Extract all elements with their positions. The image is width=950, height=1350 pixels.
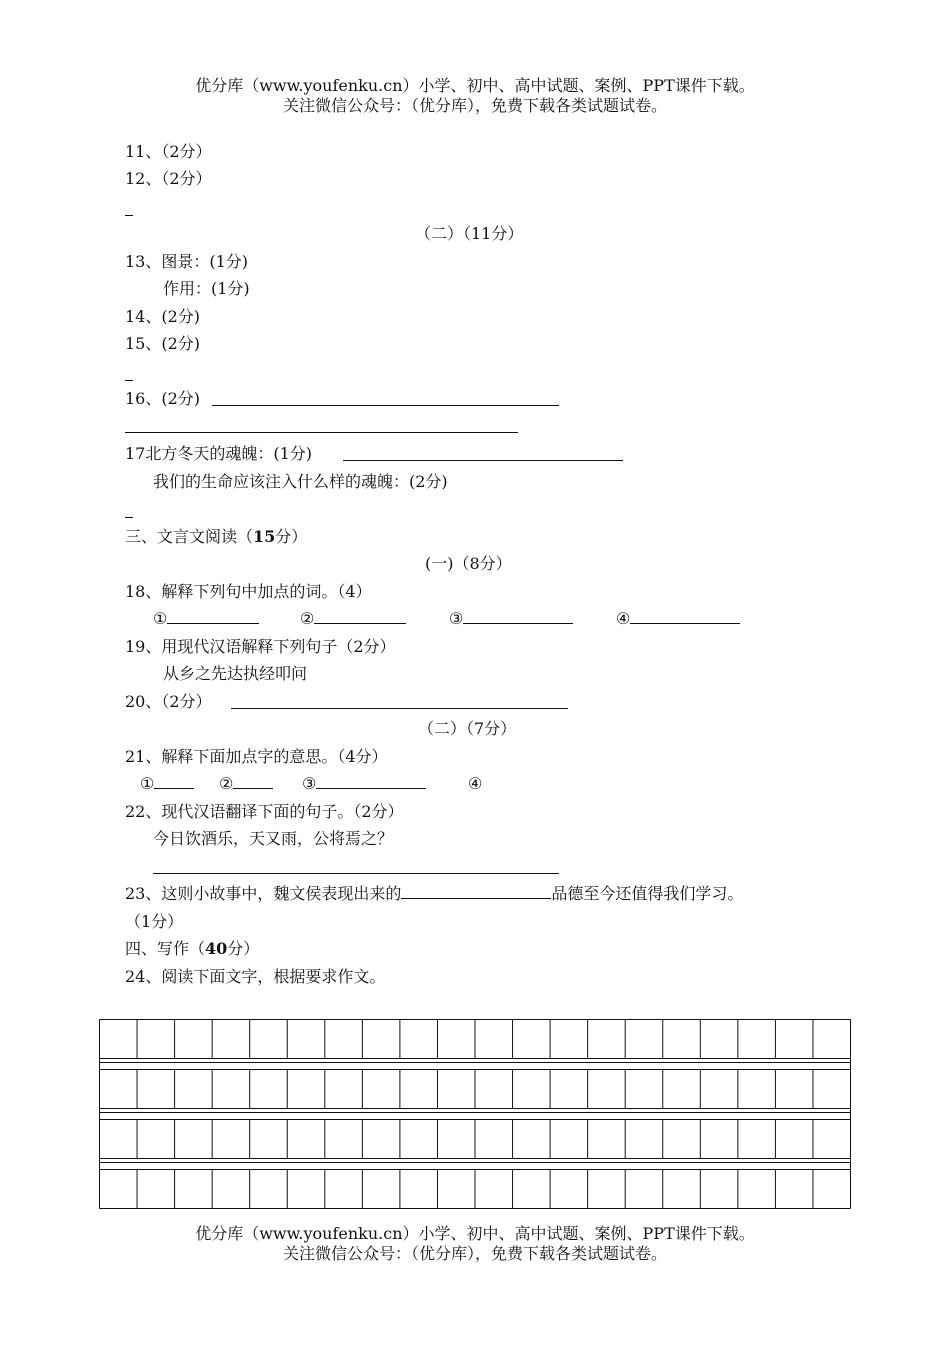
question-23: 23、这则小故事中，魏文侯表现出来的 品德至今还值得我们学习。 [125, 884, 744, 903]
question-14: 14、(2分) [125, 307, 201, 326]
question-22: 22、现代汉语翻译下面的句子。（2分） [125, 802, 404, 821]
answer-blank[interactable] [314, 609, 406, 624]
answer-blank[interactable] [167, 609, 259, 624]
answer-line-22[interactable] [153, 873, 559, 874]
header-line-2: 关注微信公众号：（优分库），免费下载各类试题试卷。 [282, 96, 667, 115]
question-13-function: 作用：(1分) [163, 279, 250, 298]
stray-underline [125, 517, 133, 518]
answer-blank[interactable] [154, 774, 194, 789]
question-15: 15、(2分) [125, 334, 201, 353]
question-16: 16、(2分) [125, 389, 201, 408]
question-21: 21、解释下面加点字的意思。（4分） [125, 747, 388, 766]
question-17: 17北方冬天的魂魄：(1分) [125, 444, 313, 463]
section-3-heading: 三、文言文阅读（15分） [125, 527, 308, 546]
answer-blank[interactable] [316, 774, 426, 789]
footer-line-2: 关注微信公众号：（优分库），免费下载各类试题试卷。 [282, 1244, 667, 1263]
stray-underline [125, 215, 133, 216]
question-17-soul: 我们的生命应该注入什么样的魂魄：(2分) [153, 472, 448, 491]
answer-blank[interactable] [630, 609, 740, 624]
footer-line-1: 优分库（www.youfenku.cn）小学、初中、高中试题、案例、PPT课件下载。 [195, 1224, 755, 1243]
q18-blank-1: ① [153, 609, 259, 629]
q21-blank-3: ③ [302, 774, 426, 794]
answer-blank[interactable] [463, 609, 573, 624]
answer-blank-23[interactable] [401, 884, 551, 899]
section-heading-1-8pts: (一)（8分） [425, 554, 512, 573]
question-13: 13、图景：(1分) [125, 252, 249, 271]
question-19: 19、用现代汉语解释下列句子（2分） [125, 637, 396, 656]
header-line-1: 优分库（www.youfenku.cn）小学、初中、高中试题、案例、PPT课件下载。 [195, 76, 755, 95]
section-4-heading: 四、写作（40分） [125, 939, 260, 958]
q21-blank-1: ① [140, 774, 194, 794]
question-24: 24、阅读下面文字，根据要求作文。 [125, 967, 386, 986]
question-22-sentence: 今日饮酒乐，天又雨，公将焉之？ [153, 829, 394, 848]
answer-line-16[interactable] [212, 405, 559, 406]
question-19-sentence: 从乡之先达执经叩问 [163, 664, 308, 683]
question-20: 20、（2分） [125, 692, 212, 711]
answer-line-16b[interactable] [125, 432, 518, 433]
answer-line-17[interactable] [343, 460, 623, 461]
section-heading-2-11pts: （二）（11分） [415, 224, 524, 243]
question-11: 11、（2分） [125, 142, 212, 161]
stray-underline [125, 380, 133, 381]
q18-blank-3: ③ [449, 609, 573, 629]
answer-line-20[interactable] [231, 708, 568, 709]
section-heading-2-7pts: （二）（7分） [418, 719, 517, 738]
q18-blank-2: ② [300, 609, 406, 629]
question-18: 18、解释下列句中加点的词。（4） [125, 582, 372, 601]
question-12: 12、（2分） [125, 169, 212, 188]
answer-blank[interactable] [233, 774, 273, 789]
q18-blank-4: ④ [616, 609, 740, 629]
composition-grid[interactable] [99, 1019, 851, 1209]
q21-blank-2: ② [219, 774, 273, 794]
question-23-score: （1分） [125, 912, 184, 931]
q21-blank-4: ④ [468, 774, 483, 793]
